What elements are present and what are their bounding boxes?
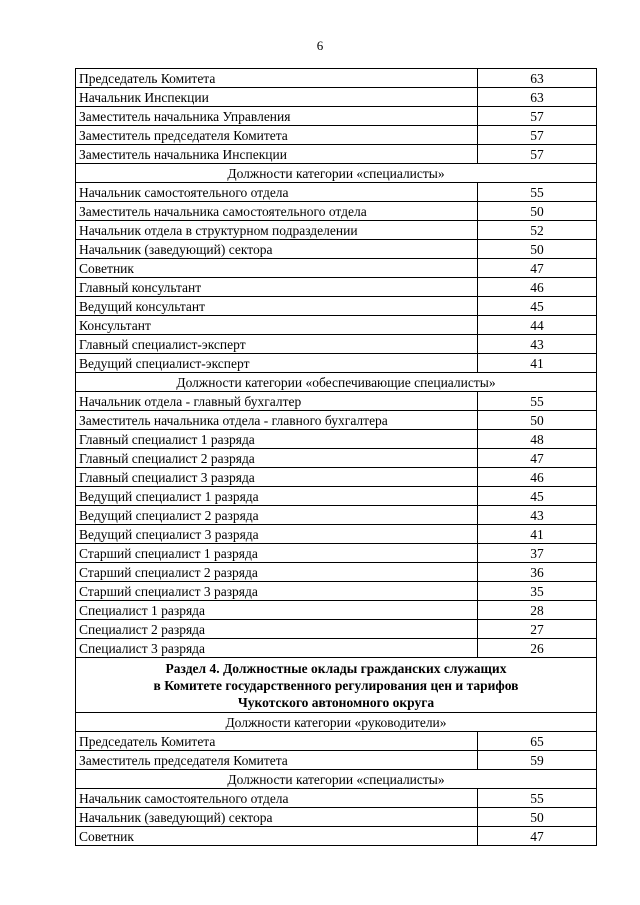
table-row	[76, 354, 597, 373]
position-name: Начальник (заведующий) сектора	[76, 808, 478, 827]
table-row	[76, 487, 597, 506]
table-row	[76, 88, 597, 107]
position-name: Главный консультант	[76, 278, 478, 297]
position-name: Председатель Комитета	[76, 69, 478, 88]
position-name: Начальник Инспекции	[76, 88, 478, 107]
position-name: Специалист 3 разряда	[76, 639, 478, 658]
salary-value: 55	[478, 392, 597, 411]
table-row	[76, 789, 597, 808]
table-row	[76, 808, 597, 827]
salary-value: 55	[478, 789, 597, 808]
position-name: Начальник отдела - главный бухгалтер	[76, 392, 478, 411]
page-number: 6	[316, 38, 324, 53]
position-name: Старший специалист 1 разряда	[76, 544, 478, 563]
section-row	[76, 658, 597, 713]
salary-value: 57	[478, 126, 597, 145]
position-name: Советник	[76, 259, 478, 278]
salary-value: 26	[478, 639, 597, 658]
salary-value: 48	[478, 430, 597, 449]
category-row	[76, 713, 597, 732]
table-row	[76, 221, 597, 240]
table-row	[76, 732, 597, 751]
section-heading-line: Чукотского автономного округа	[237, 694, 435, 710]
position-name: Старший специалист 3 разряда	[76, 582, 478, 601]
salary-value: 47	[478, 259, 597, 278]
position-name: Специалист 2 разряда	[76, 620, 478, 639]
salary-value: 63	[478, 88, 597, 107]
table-row	[76, 145, 597, 164]
salary-value: 47	[478, 827, 597, 846]
position-name: Начальник самостоятельного отдела	[76, 183, 478, 202]
category-row	[76, 373, 597, 392]
position-name: Заместитель председателя Комитета	[76, 126, 478, 145]
section-heading-line: Раздел 4. Должностные оклады гражданских служащих	[165, 660, 507, 676]
table-row	[76, 449, 597, 468]
salary-value: 63	[478, 69, 597, 88]
table-row	[76, 506, 597, 525]
salary-value: 27	[478, 620, 597, 639]
salary-value: 45	[478, 487, 597, 506]
salary-value: 50	[478, 240, 597, 259]
position-name: Главный специалист 3 разряда	[76, 468, 478, 487]
position-name: Специалист 1 разряда	[76, 601, 478, 620]
table-row	[76, 544, 597, 563]
position-name: Заместитель начальника Инспекции	[76, 145, 478, 164]
position-name: Ведущий консультант	[76, 297, 478, 316]
table-row	[76, 240, 597, 259]
salary-value: 37	[478, 544, 597, 563]
salary-value: 50	[478, 202, 597, 221]
table-row	[76, 468, 597, 487]
category-heading: Должности категории «специалисты»	[76, 164, 597, 183]
table-row	[76, 126, 597, 145]
position-name: Заместитель начальника Управления	[76, 107, 478, 126]
salary-value: 52	[478, 221, 597, 240]
table-row	[76, 183, 597, 202]
table-row	[76, 259, 597, 278]
salary-value: 65	[478, 732, 597, 751]
position-name: Ведущий специалист-эксперт	[76, 354, 478, 373]
position-name: Заместитель начальника самостоятельного отдела	[76, 202, 478, 221]
position-name: Главный специалист-эксперт	[76, 335, 478, 354]
table-row	[76, 316, 597, 335]
salary-value: 59	[478, 751, 597, 770]
salary-value: 36	[478, 563, 597, 582]
salary-value: 50	[478, 808, 597, 827]
position-name: Начальник самостоятельного отдела	[76, 789, 478, 808]
salary-value: 43	[478, 506, 597, 525]
table-row	[76, 601, 597, 620]
position-name: Начальник (заведующий) сектора	[76, 240, 478, 259]
salary-value: 57	[478, 145, 597, 164]
salary-value: 46	[478, 278, 597, 297]
salary-table	[75, 68, 597, 846]
table-row	[76, 278, 597, 297]
salary-value: 55	[478, 183, 597, 202]
position-name: Главный специалист 1 разряда	[76, 430, 478, 449]
position-name: Старший специалист 2 разряда	[76, 563, 478, 582]
salary-value: 43	[478, 335, 597, 354]
category-heading: Должности категории «руководители»	[76, 713, 597, 732]
table-row	[76, 827, 597, 846]
salary-value: 44	[478, 316, 597, 335]
position-name: Председатель Комитета	[76, 732, 478, 751]
table-row	[76, 620, 597, 639]
salary-value: 47	[478, 449, 597, 468]
category-heading: Должности категории «специалисты»	[76, 770, 597, 789]
table-row	[76, 639, 597, 658]
position-name: Советник	[76, 827, 478, 846]
salary-value: 57	[478, 107, 597, 126]
position-name: Ведущий специалист 1 разряда	[76, 487, 478, 506]
position-name: Начальник отдела в структурном подразделении	[76, 221, 478, 240]
section-heading	[76, 658, 597, 713]
salary-value: 28	[478, 601, 597, 620]
table-row	[76, 563, 597, 582]
position-name: Главный специалист 2 разряда	[76, 449, 478, 468]
table-row	[76, 525, 597, 544]
table-row	[76, 69, 597, 88]
position-name: Ведущий специалист 3 разряда	[76, 525, 478, 544]
position-name: Заместитель председателя Комитета	[76, 751, 478, 770]
salary-value: 50	[478, 411, 597, 430]
table-row	[76, 297, 597, 316]
table-row	[76, 392, 597, 411]
table-row	[76, 430, 597, 449]
salary-value: 35	[478, 582, 597, 601]
position-name: Консультант	[76, 316, 478, 335]
table-row	[76, 411, 597, 430]
salary-value: 41	[478, 525, 597, 544]
salary-value: 46	[478, 468, 597, 487]
table-row	[76, 582, 597, 601]
salary-table-body	[76, 69, 597, 846]
category-row	[76, 164, 597, 183]
table-row	[76, 335, 597, 354]
category-row	[76, 770, 597, 789]
table-row	[76, 107, 597, 126]
section-heading-line: в Комитете государственного регулирования цен и тарифов	[153, 677, 519, 693]
table-row	[76, 751, 597, 770]
table-row	[76, 202, 597, 221]
position-name: Ведущий специалист 2 разряда	[76, 506, 478, 525]
salary-value: 41	[478, 354, 597, 373]
salary-value: 45	[478, 297, 597, 316]
position-name: Заместитель начальника отдела - главного бухгалтера	[76, 411, 478, 430]
category-heading: Должности категории «обеспечивающие специалисты»	[76, 373, 597, 392]
